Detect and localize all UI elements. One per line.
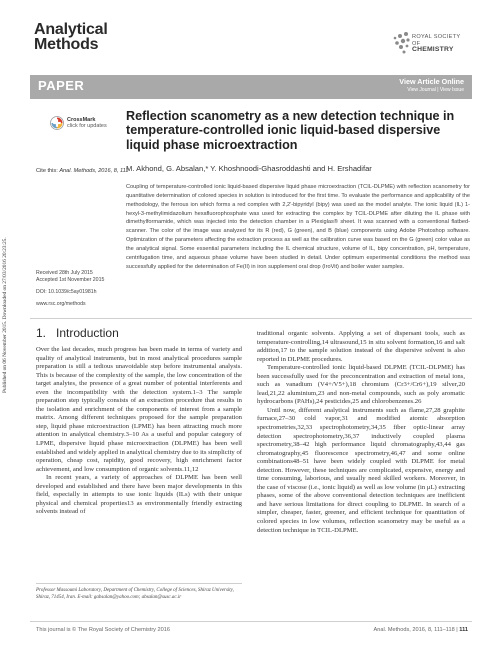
doi[interactable]: DOI: 10.1039/c5ay01981h — [36, 289, 97, 295]
copyright-footer: This journal is © The Royal Society of Chemistry 2016 — [36, 627, 170, 633]
paragraph: In recent years, a variety of approaches of DLPME has been well developed and established and there have been major developments in this field, especially in attempts to use ionic liquids (ILs) with their unique physical and chemical properties13 as environmentally friendly extracting solvents instead of — [36, 474, 242, 516]
citation-line — [36, 168, 128, 174]
view-article-online-link[interactable]: View Article Online — [399, 77, 464, 86]
journal-title-line1: Analytical — [34, 21, 108, 38]
rsc-chemistry: CHEMISTRY — [412, 46, 454, 53]
article-title: Reflection scanometry as a new detection technique in temperature-controlled ionic liquid-based dispersive liquid phase microextraction — [126, 109, 455, 152]
crossmark-badge[interactable] — [50, 116, 110, 132]
rsc-wordmark — [412, 34, 482, 54]
cite-prefix: Cite this: — [36, 168, 58, 174]
view-journal-issue-links[interactable]: View Journal | View Issue — [407, 87, 464, 93]
view-online-links — [399, 77, 464, 93]
journal-title-line2: Methods — [34, 36, 99, 53]
paragraph: traditional organic solvents. Applying a set of dispersant tools, such as temperature-controlling,14 ultrasound,15 in situ solvent formation,16 and salt addition,17 to the sample solution instead of the dispersive solvent is also reported in DLPME procedures. — [257, 330, 465, 363]
section-number: 1. — [36, 326, 47, 340]
crossmark-icon — [50, 116, 64, 130]
header-divider — [30, 318, 472, 319]
abstract: Coupling of temperature-controlled ionic liquid-based dispersive liquid phase microextraction (TCIL-DLPME) with reflection scanometry for quantitative determination of colored species in solution is introduced for the first time. To evaluate the performance and applicability of the methodology, the ferrous ion which forms a red complex with 2,2′-bipyridyl (bipy) was used as the model analyte. The ionic liquid (IL) 1-hexyl-3-methylimidazolium hexafluorophosphate was used for extracting the complex by TCIL-DLPME after diluting the IL phase with dimethylformamide, which was injected into the detection chamber in a Plexiglas® sheet. It was scanned with a conventional flatbed-scanner. The color of the image was analyzed for its R (red), G (green), and B (blue) components using Adobe Photoshop software. Optimization of the parameters affecting the extraction process as well as the calibration curve was based on the G (green) color value as the analytical signal. Some essential parameters including the IL chemical structure, volume of IL, bipy concentration, pH, temperature, centrifugation time, and aqueous phase volume have been studied in detail. Under optimum experimental conditions the method was successfully applied for the determination of Fe(II) in iron supplement oral drop (IroVit) and boiler water samples. — [126, 184, 470, 270]
rsc-of: OF — [412, 40, 421, 47]
publication-side-note: Published on 06 November 2015. Downloaded on 27/03/2016 20:23:25. — [2, 237, 8, 393]
cite-reference[interactable]: Anal. Methods, 2016, 8, 111 — [59, 168, 129, 174]
section-heading — [36, 326, 119, 340]
paragraph: Over the last decades, much progress has been made in terms of variety and quality of analytical instruments, but in most analytical procedures sample preparation is still a tedious unavoidable step before instrumental analysis. This is because of the complexity of the sample, the low concentration of the target analytes, the presence of a great number of potential interferents and even the incompatibility with the detection system.1–3 The sample preparation step typically consists of an extraction procedure that results in the isolation and enrichment of the components of interest from a sample matrix. Among different techniques proposed for the sample preparation step, liquid phase microextraction (LPME) has been attracting much more attention in analytical chemistry.3–10 As a useful and popular category of LPME, dispersive liquid phase microextraction (DLPME) has been well established and widely applied in analytical chemistry due to its simplicity of operation, cheap cost, rapidity, good recovery, high enrichment factor achievement, and low consumption of organic solvents.11,12 — [36, 346, 242, 473]
footer-citation: Anal. Methods, 2016, 8, 111–118 | — [373, 627, 458, 633]
footer-divider — [30, 621, 472, 622]
crossmark-sublabel: click for updates — [67, 123, 107, 129]
body-column-right — [257, 330, 465, 535]
paragraph: Temperature-controlled ionic liquid-based DLPME (TCIL-DLPME) has been successfully used for the preconcentration and extraction of metal ions, such as vanadium (V4+/V5+),18 chromium (Cr3+/Cr6+),19 silver,20 lead,21,22 aluminium,23 and non-metal compounds, such as poly aromatic hydrocarbons (PAHs),24 pesticides,25 and chlorobenzenes.26 — [257, 364, 465, 406]
paragraph: Until now, different analytical instruments such as flame,27,28 graphite furnace,27–30 cold vapor,31 and modified atomic absorption spectrometries,32,33 spectrophotometry,34,35 fiber optic-linear array detection spectrophotometry,36,37 inductively coupled plasma spectrometry,38–42 high performance liquid chromatography,43,44 gas chromatography,45 fluorescence spectrometry,46,47 and some online combinations48–51 have been widely coupled with DLPME for metal detection. However, these techniques are complicated, expensive, energy and time consuming, laborious, and usually need skilled workers. Moreover, in the case of viscose (i.e., ionic liquid) as well as low volume (in μL) extracting phases, some of the above conventional detection techniques are inefficient and have serious limitations for direct coupling to DLPME. In search of a simpler, cheaper, faster, greener, and efficient technique for quantitation of colored species in low volumes, reflection scanometry may be useful as a detection technique in TCIL-DLPME. — [257, 406, 465, 534]
body-column-left — [36, 346, 242, 517]
page-number: 111 — [459, 627, 468, 633]
journal-title[interactable] — [34, 22, 194, 52]
received-date: Received 28th July 2015 — [36, 270, 93, 276]
footnote-divider — [36, 583, 242, 584]
crossmark-label: CrossMark — [67, 117, 96, 123]
page-footer — [300, 627, 468, 633]
article-type-banner — [30, 75, 472, 99]
accepted-date: Accepted 1st November 2015 — [36, 277, 105, 283]
author-list: M. Akhond, G. Absalan,* Y. Khoshnoodi-Ghasroddashti and H. Ershadifar — [126, 164, 372, 173]
rsc-royal: ROYAL SOCIETY — [412, 34, 461, 40]
journal-website[interactable]: www.rsc.org/methods — [36, 301, 86, 307]
article-meta — [36, 270, 120, 308]
article-type-label: PAPER — [38, 78, 85, 93]
section-title: Introduction — [56, 326, 119, 340]
affiliation-footnote: Professor Massoumi Laboratory, Department of Chemistry, College of Sciences, Shiraz University, Shiraz, 71454, Iran. E-mail: gabsalan@yahoo.com; absalan@susc.ac.ir — [36, 588, 234, 600]
